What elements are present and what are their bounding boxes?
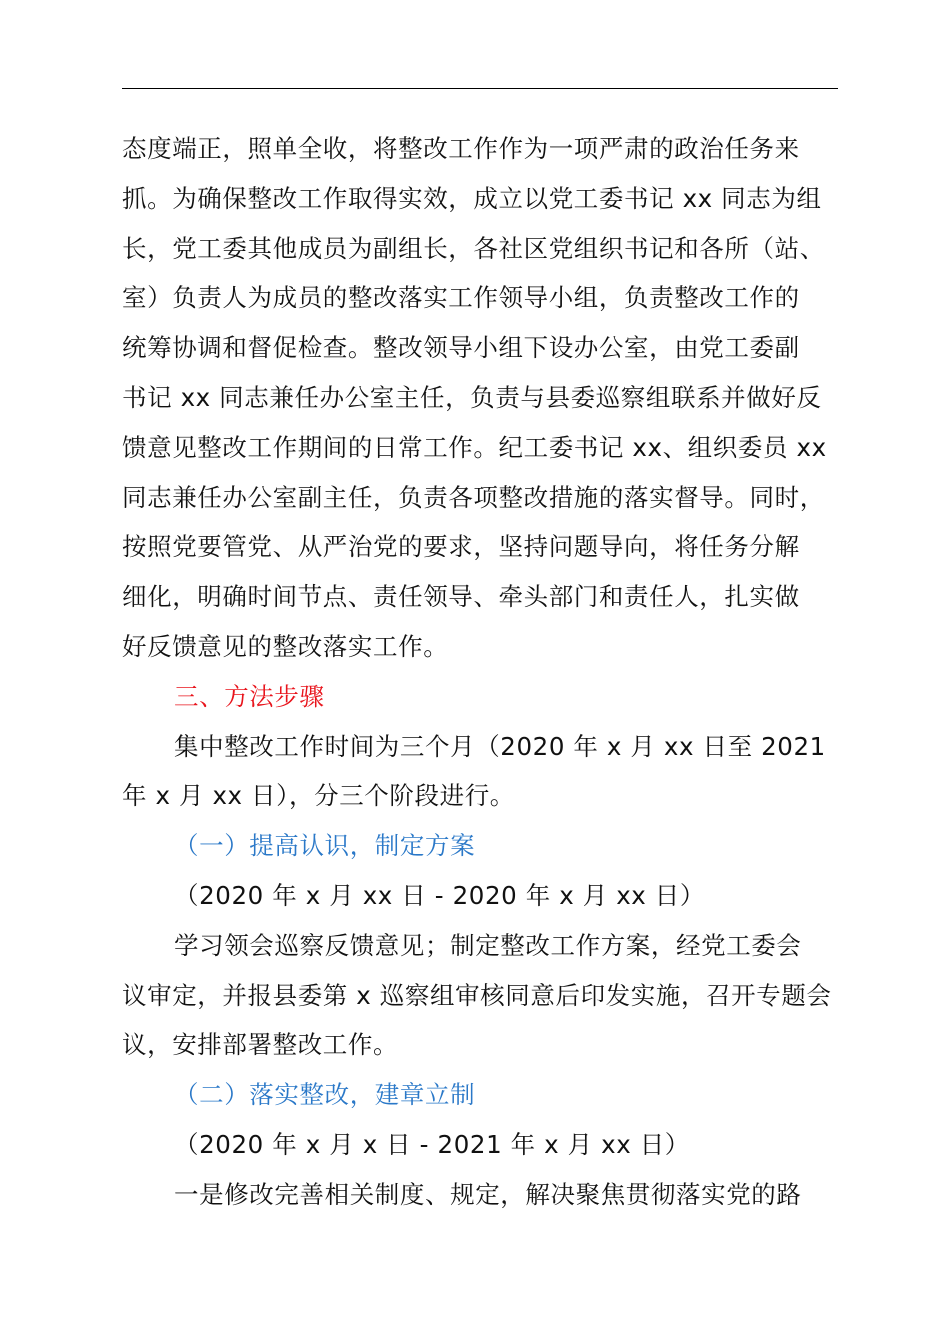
text-line: 集中整改工作时间为三个月（2020 年 x 月 xx 日至 2021 (174, 731, 826, 761)
text-line: 按照党要管党、从严治党的要求，坚持问题导向，将任务分解 (122, 532, 800, 562)
subsection-heading-2: （二）落实整改，建章立制 (174, 1080, 476, 1110)
text-line: 议，安排部署整改工作。 (122, 1030, 399, 1060)
text-line: 同志兼任办公室副主任，负责各项整改措施的落实督导。同时， (122, 482, 825, 512)
text-line: 议审定，并报县委第 x 巡察组审核同意后印发实施，召开专题会 (122, 980, 832, 1010)
document-body (122, 124, 838, 1220)
date-range-line: （2020 年 x 月 x 日 - 2021 年 x 月 xx 日） (174, 1129, 690, 1159)
text-line: 年 x 月 xx 日），分三个阶段进行。 (122, 781, 515, 811)
text-line: 抓。为确保整改工作取得实效，成立以党工委书记 xx 同志为组 (122, 183, 822, 213)
text-line: 细化，明确时间节点、责任领导、牵头部门和责任人，扎实做 (122, 582, 800, 612)
text-line: 好反馈意见的整改落实工作。 (122, 631, 449, 661)
text-line: 馈意见整改工作期间的日常工作。纪工委书记 xx、组织委员 xx (122, 432, 827, 462)
date-range-line: （2020 年 x 月 xx 日 - 2020 年 x 月 xx 日） (174, 880, 705, 910)
text-line: 一是修改完善相关制度、规定，解决聚焦贯彻落实党的路 (174, 1179, 802, 1209)
text-line: 书记 xx 同志兼任办公室主任，负责与县委巡察组联系并做好反 (122, 382, 822, 412)
text-line: 长，党工委其他成员为副组长，各社区党组织书记和各所（站、 (122, 233, 825, 263)
subsection-heading-1: （一）提高认识，制定方案 (174, 831, 476, 861)
text-line: 室）负责人为成员的整改落实工作领导小组，负责整改工作的 (122, 283, 800, 313)
section-heading-methods: 三、方法步骤 (174, 681, 325, 711)
text-line: 态度端正，照单全收，将整改工作作为一项严肃的政治任务来 (122, 134, 800, 163)
text-line: 学习领会巡察反馈意见；制定整改工作方案，经党工委会 (174, 930, 802, 960)
header-rule (122, 88, 838, 89)
text-line: 统筹协调和督促检查。整改领导小组下设办公室，由党工委副 (122, 333, 800, 363)
